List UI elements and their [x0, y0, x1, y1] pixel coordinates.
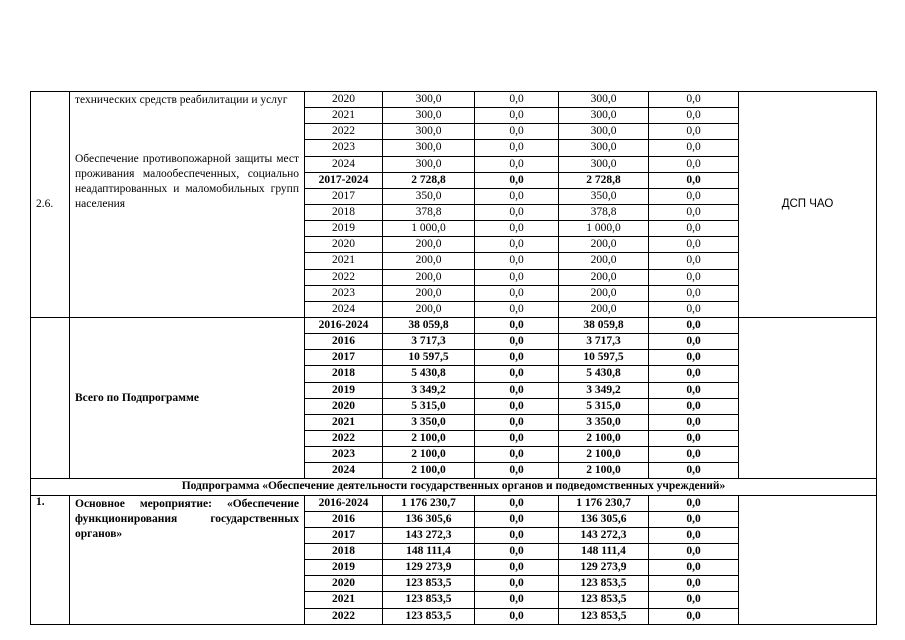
total-cell: 123 853,5: [383, 576, 475, 592]
year-cell: 2024: [305, 301, 383, 317]
year-cell: 2020: [305, 92, 383, 108]
table-row: [31, 92, 877, 108]
federal-budget-cell: 0,0: [475, 124, 559, 140]
other-sources-cell: 0,0: [649, 560, 739, 576]
regional-budget-cell: 3 350,0: [559, 414, 649, 430]
regional-budget-cell: 300,0: [559, 140, 649, 156]
total-cell: 2 728,8: [383, 172, 475, 188]
empty-number-cell: [31, 317, 70, 478]
other-sources-cell: 0,0: [649, 140, 739, 156]
year-cell: 2018: [305, 366, 383, 382]
year-cell: 2017: [305, 188, 383, 204]
regional-budget-cell: 200,0: [559, 253, 649, 269]
other-sources-cell: 0,0: [649, 592, 739, 608]
year-cell: 2016-2024: [305, 317, 383, 333]
total-cell: 1 176 230,7: [383, 495, 475, 511]
regional-budget-cell: 200,0: [559, 269, 649, 285]
year-cell: 2023: [305, 285, 383, 301]
total-cell: 3 350,0: [383, 414, 475, 430]
federal-budget-cell: 0,0: [475, 253, 559, 269]
regional-budget-cell: 2 100,0: [559, 430, 649, 446]
regional-budget-cell: 5 315,0: [559, 398, 649, 414]
regional-budget-cell: 136 305,6: [559, 511, 649, 527]
other-sources-cell: 0,0: [649, 527, 739, 543]
other-sources-cell: 0,0: [649, 108, 739, 124]
total-cell: 3 349,2: [383, 382, 475, 398]
regional-budget-cell: 2 100,0: [559, 447, 649, 463]
regional-budget-cell: 1 176 230,7: [559, 495, 649, 511]
federal-budget-cell: 0,0: [475, 608, 559, 624]
regional-budget-cell: 10 597,5: [559, 350, 649, 366]
federal-budget-cell: 0,0: [475, 560, 559, 576]
subprogram-title: Подпрограмма «Обеспечение деятельности государственных органов и подведомственных учреждений»: [31, 479, 877, 495]
other-sources-cell: 0,0: [649, 204, 739, 220]
year-cell: 2021: [305, 108, 383, 124]
regional-budget-cell: 123 853,5: [559, 592, 649, 608]
empty-executor-cell: [739, 495, 877, 624]
other-sources-cell: 0,0: [649, 608, 739, 624]
other-sources-cell: 0,0: [649, 511, 739, 527]
other-sources-cell: 0,0: [649, 543, 739, 559]
regional-budget-cell: 200,0: [559, 301, 649, 317]
total-cell: 143 272,3: [383, 527, 475, 543]
federal-budget-cell: 0,0: [475, 398, 559, 414]
row-number: 1.: [31, 495, 70, 624]
year-cell: 2023: [305, 140, 383, 156]
federal-budget-cell: 0,0: [475, 204, 559, 220]
year-cell: 2018: [305, 204, 383, 220]
other-sources-cell: 0,0: [649, 576, 739, 592]
year-cell: 2020: [305, 576, 383, 592]
federal-budget-cell: 0,0: [475, 334, 559, 350]
federal-budget-cell: 0,0: [475, 92, 559, 108]
other-sources-cell: 0,0: [649, 334, 739, 350]
total-cell: 148 111,4: [383, 543, 475, 559]
year-cell: 2020: [305, 398, 383, 414]
fire-protection-description: Обеспечение противопожарной защиты мест проживания малообеспеченных, социально неадаптированных и маломобильных групп населения: [75, 153, 299, 210]
year-cell: 2019: [305, 560, 383, 576]
regional-budget-cell: 143 272,3: [559, 527, 649, 543]
federal-budget-cell: 0,0: [475, 447, 559, 463]
regional-budget-cell: 5 430,8: [559, 366, 649, 382]
year-cell: 2020: [305, 237, 383, 253]
other-sources-cell: 0,0: [649, 92, 739, 108]
total-cell: 300,0: [383, 124, 475, 140]
total-cell: 300,0: [383, 108, 475, 124]
table-body: [31, 92, 877, 625]
regional-budget-cell: 300,0: [559, 156, 649, 172]
year-cell: 2022: [305, 608, 383, 624]
other-sources-cell: 0,0: [649, 430, 739, 446]
total-cell: 129 273,9: [383, 560, 475, 576]
year-cell: 2016-2024: [305, 495, 383, 511]
federal-budget-cell: 0,0: [475, 511, 559, 527]
year-cell: 2017: [305, 527, 383, 543]
regional-budget-cell: 3 349,2: [559, 382, 649, 398]
total-cell: 200,0: [383, 285, 475, 301]
year-cell: 2019: [305, 382, 383, 398]
row-number: 2.6.: [31, 92, 70, 318]
regional-budget-cell: 350,0: [559, 188, 649, 204]
federal-budget-cell: 0,0: [475, 317, 559, 333]
total-cell: 38 059,8: [383, 317, 475, 333]
regional-budget-cell: 300,0: [559, 124, 649, 140]
regional-budget-cell: 3 717,3: [559, 334, 649, 350]
federal-budget-cell: 0,0: [475, 140, 559, 156]
year-cell: 2022: [305, 430, 383, 446]
federal-budget-cell: 0,0: [475, 188, 559, 204]
federal-budget-cell: 0,0: [475, 366, 559, 382]
federal-budget-cell: 0,0: [475, 269, 559, 285]
total-cell: 10 597,5: [383, 350, 475, 366]
regional-budget-cell: 148 111,4: [559, 543, 649, 559]
federal-budget-cell: 0,0: [475, 285, 559, 301]
other-sources-cell: 0,0: [649, 221, 739, 237]
other-sources-cell: 0,0: [649, 366, 739, 382]
other-sources-cell: 0,0: [649, 463, 739, 479]
total-cell: 1 000,0: [383, 221, 475, 237]
subprogram-total-label: Всего по Подпрограмме: [70, 317, 305, 478]
total-cell: 5 430,8: [383, 366, 475, 382]
year-cell: 2023: [305, 447, 383, 463]
regional-budget-cell: 2 100,0: [559, 463, 649, 479]
year-cell: 2019: [305, 221, 383, 237]
activity-description: [70, 92, 305, 318]
other-sources-cell: 0,0: [649, 495, 739, 511]
other-sources-cell: 0,0: [649, 447, 739, 463]
year-cell: 2021: [305, 592, 383, 608]
regional-budget-cell: 200,0: [559, 237, 649, 253]
regional-budget-cell: 300,0: [559, 108, 649, 124]
other-sources-cell: 0,0: [649, 269, 739, 285]
table-row: [31, 495, 877, 511]
total-cell: 300,0: [383, 92, 475, 108]
total-cell: 123 853,5: [383, 592, 475, 608]
regional-budget-cell: 1 000,0: [559, 221, 649, 237]
total-cell: 2 100,0: [383, 447, 475, 463]
executor-cell: ДСП ЧАО: [739, 92, 877, 318]
year-cell: 2016: [305, 334, 383, 350]
federal-budget-cell: 0,0: [475, 592, 559, 608]
total-cell: 200,0: [383, 237, 475, 253]
total-cell: 2 100,0: [383, 463, 475, 479]
year-cell: 2022: [305, 124, 383, 140]
spacer: [75, 108, 299, 152]
federal-budget-cell: 0,0: [475, 172, 559, 188]
year-cell: 2021: [305, 253, 383, 269]
federal-budget-cell: 0,0: [475, 543, 559, 559]
federal-budget-cell: 0,0: [475, 108, 559, 124]
regional-budget-cell: 123 853,5: [559, 576, 649, 592]
other-sources-cell: 0,0: [649, 398, 739, 414]
federal-budget-cell: 0,0: [475, 414, 559, 430]
empty-executor-cell: [739, 317, 877, 478]
year-cell: 2022: [305, 269, 383, 285]
federal-budget-cell: 0,0: [475, 576, 559, 592]
other-sources-cell: 0,0: [649, 172, 739, 188]
federal-budget-cell: 0,0: [475, 237, 559, 253]
federal-budget-cell: 0,0: [475, 382, 559, 398]
main-activity-description: Основное мероприятие: «Обеспечение функционирования государственных органов»: [70, 495, 305, 624]
federal-budget-cell: 0,0: [475, 156, 559, 172]
continued-description: технических средств реабилитации и услуг: [75, 94, 288, 106]
total-cell: 350,0: [383, 188, 475, 204]
total-cell: 300,0: [383, 156, 475, 172]
other-sources-cell: 0,0: [649, 414, 739, 430]
other-sources-cell: 0,0: [649, 301, 739, 317]
federal-budget-cell: 0,0: [475, 301, 559, 317]
total-cell: 123 853,5: [383, 608, 475, 624]
regional-budget-cell: 2 728,8: [559, 172, 649, 188]
total-cell: 200,0: [383, 253, 475, 269]
total-cell: 200,0: [383, 301, 475, 317]
federal-budget-cell: 0,0: [475, 430, 559, 446]
regional-budget-cell: 378,8: [559, 204, 649, 220]
total-cell: 2 100,0: [383, 430, 475, 446]
other-sources-cell: 0,0: [649, 350, 739, 366]
federal-budget-cell: 0,0: [475, 463, 559, 479]
total-cell: 136 305,6: [383, 511, 475, 527]
other-sources-cell: 0,0: [649, 188, 739, 204]
regional-budget-cell: 38 059,8: [559, 317, 649, 333]
other-sources-cell: 0,0: [649, 382, 739, 398]
total-cell: 300,0: [383, 140, 475, 156]
other-sources-cell: 0,0: [649, 237, 739, 253]
financing-table: [30, 91, 877, 625]
year-cell: 2021: [305, 414, 383, 430]
federal-budget-cell: 0,0: [475, 527, 559, 543]
federal-budget-cell: 0,0: [475, 221, 559, 237]
section-header-row: [31, 479, 877, 495]
total-cell: 3 717,3: [383, 334, 475, 350]
year-cell: 2024: [305, 463, 383, 479]
total-cell: 200,0: [383, 269, 475, 285]
other-sources-cell: 0,0: [649, 253, 739, 269]
total-cell: 5 315,0: [383, 398, 475, 414]
other-sources-cell: 0,0: [649, 317, 739, 333]
total-cell: 378,8: [383, 204, 475, 220]
other-sources-cell: 0,0: [649, 285, 739, 301]
year-cell: 2017: [305, 350, 383, 366]
regional-budget-cell: 300,0: [559, 92, 649, 108]
other-sources-cell: 0,0: [649, 156, 739, 172]
regional-budget-cell: 123 853,5: [559, 608, 649, 624]
year-cell: 2016: [305, 511, 383, 527]
regional-budget-cell: 129 273,9: [559, 560, 649, 576]
year-cell: 2024: [305, 156, 383, 172]
federal-budget-cell: 0,0: [475, 495, 559, 511]
year-cell: 2018: [305, 543, 383, 559]
year-cell: 2017-2024: [305, 172, 383, 188]
regional-budget-cell: 200,0: [559, 285, 649, 301]
table-row: [31, 317, 877, 333]
federal-budget-cell: 0,0: [475, 350, 559, 366]
other-sources-cell: 0,0: [649, 124, 739, 140]
